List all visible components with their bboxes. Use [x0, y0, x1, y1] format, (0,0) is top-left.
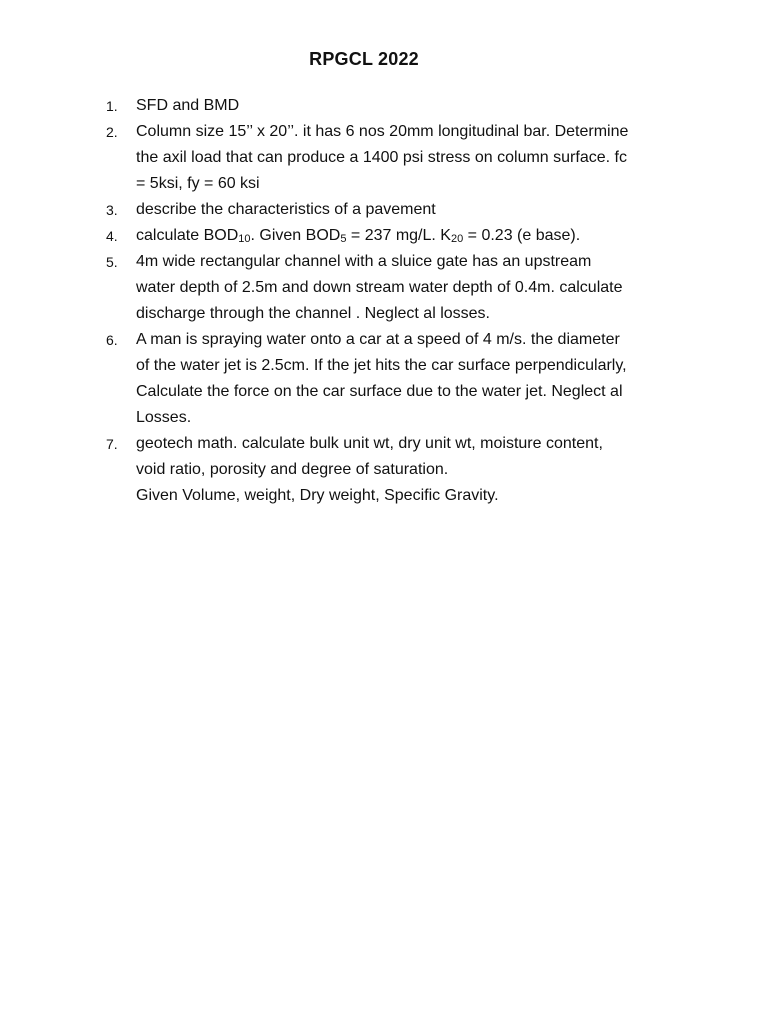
text-segment: = 0.23 (e base). [463, 227, 581, 244]
question-line: = 5ksi, fy = 60 ksi [136, 175, 260, 192]
document-title: RPGCL 2022 [309, 49, 419, 69]
text-segment: calculate BOD [136, 227, 239, 244]
question-line: of the water jet is 2.5cm. If the jet hits the car surface perpendicularly, [136, 357, 627, 374]
question-line: SFD and BMD [136, 97, 240, 114]
question-line: geotech math. calculate bulk unit wt, dry unit wt, moisture content, [136, 435, 603, 452]
question-text [136, 249, 686, 327]
question-line: Calculate the force on the car surface due to the water jet. Neglect al [136, 383, 623, 400]
question-item-3 [106, 197, 686, 223]
question-line: discharge through the channel . Neglect al losses. [136, 305, 490, 322]
question-item-5 [106, 249, 686, 327]
question-number: 1. [106, 98, 118, 114]
question-text [136, 431, 686, 509]
question-line: void ratio, porosity and degree of saturation. [136, 461, 449, 478]
question-number: 6. [106, 332, 118, 348]
question-text [136, 327, 686, 431]
text-segment: . Given BOD [250, 227, 341, 244]
question-line: the axil load that can produce a 1400 psi stress on column surface. fc [136, 149, 627, 166]
question-number: 7. [106, 436, 118, 452]
question-number: 4. [106, 228, 118, 244]
question-text [136, 93, 686, 119]
question-line [136, 223, 686, 249]
question-text [136, 223, 686, 249]
question-number: 2. [106, 124, 118, 140]
question-item-2 [106, 119, 686, 197]
question-line: A man is spraying water onto a car at a speed of 4 m/s. the diameter [136, 331, 620, 348]
question-item-1 [106, 93, 686, 119]
question-line: Losses. [136, 409, 192, 426]
question-text [136, 197, 686, 223]
question-line: 4m wide rectangular channel with a sluice gate has an upstream [136, 253, 592, 270]
subscript: 20 [450, 233, 464, 245]
question-line: describe the characteristics of a pavement [136, 201, 436, 218]
question-line: Column size 15’’ x 20’’. it has 6 nos 20mm longitudinal bar. Determine [136, 123, 629, 140]
question-item-4 [106, 223, 686, 249]
question-item-6 [106, 327, 686, 431]
text-segment: = 237 mg/L. K [346, 227, 451, 244]
subscript: 10 [238, 233, 251, 245]
question-number: 5. [106, 254, 118, 270]
question-line: water depth of 2.5m and down stream water depth of 0.4m. calculate [136, 279, 623, 296]
question-number: 3. [106, 202, 118, 218]
question-line: Given Volume, weight, Dry weight, Specific Gravity. [136, 487, 499, 504]
question-item-7 [106, 431, 686, 509]
question-list [106, 93, 686, 509]
subscript: 5 [340, 233, 347, 245]
question-text [136, 119, 686, 197]
